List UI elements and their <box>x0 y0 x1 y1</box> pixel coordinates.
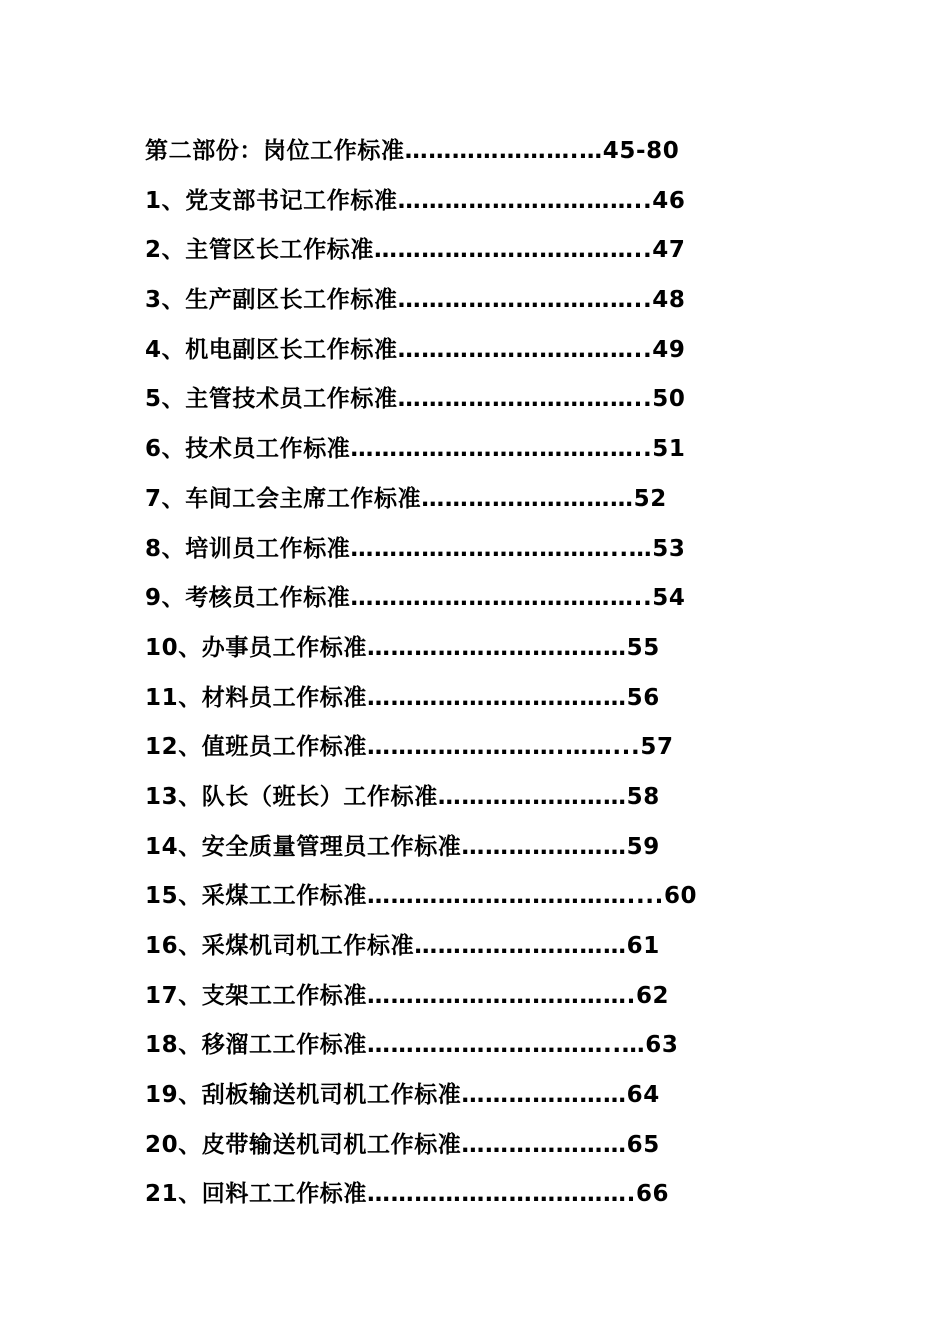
toc-entry: 20、皮带输送机司机工作标准…………………65 <box>145 1131 660 1158</box>
toc-entry: 9、考核员工作标准………………………………..54 <box>145 585 686 612</box>
toc-entry: 14、安全质量管理员工作标准…………………59 <box>145 833 660 860</box>
toc-entry: 2、主管区长工作标准……………………………..47 <box>145 237 686 264</box>
toc-entry: 11、材料员工作标准……………………………56 <box>145 684 660 711</box>
toc-entry: 21、回料工工作标准…………………………….66 <box>145 1181 670 1208</box>
toc-entry: 6、技术员工作标准………………………………..51 <box>145 436 686 463</box>
toc-entry: 13、队长（班长）工作标准……………………58 <box>145 783 660 810</box>
toc-entry: 4、机电副区长工作标准…………………………..49 <box>145 336 686 363</box>
table-of-contents <box>145 129 845 1222</box>
toc-entry: 5、主管技术员工作标准…………………………..50 <box>145 386 686 413</box>
toc-entry: 1、党支部书记工作标准…………………………..46 <box>145 187 686 214</box>
toc-entry: 7、车间工会主席工作标准………………………52 <box>145 485 667 512</box>
toc-entry: 10、办事员工作标准……………………………55 <box>145 634 660 661</box>
toc-entry: 16、采煤机司机工作标准………………………61 <box>145 933 660 959</box>
toc-entry: 8、培训员工作标准……………………………..…53 <box>145 535 686 562</box>
toc-entry: 15、采煤工工作标准……………………………....60 <box>145 883 698 910</box>
toc-entry: 12、值班员工作标准…………………….……...57 <box>145 734 674 761</box>
toc-section-heading: 第二部份：岗位工作标准………………….…45-80 <box>145 138 680 164</box>
toc-entry: 18、移溜工工作标准…………………………..…63 <box>145 1032 679 1059</box>
toc-entry: 17、支架工工作标准…………………………….62 <box>145 982 670 1009</box>
toc-entry: 19、刮板输送机司机工作标准…………………64 <box>145 1082 660 1109</box>
toc-entry: 3、生产副区长工作标准…………………………..48 <box>145 287 686 314</box>
